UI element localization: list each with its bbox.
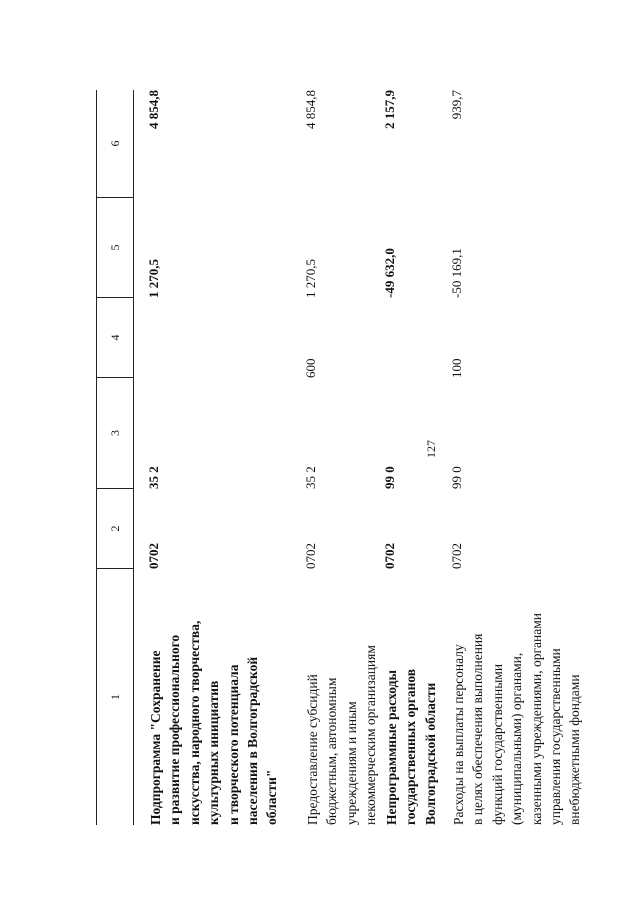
row-name xyxy=(303,575,381,825)
table-header xyxy=(96,90,134,825)
expense-type-code: 600 xyxy=(303,358,318,378)
target-code: 35 2 xyxy=(303,466,318,489)
row-name-line: Непрограммные расходы xyxy=(384,669,399,825)
row-name-line: управления государственными xyxy=(548,648,564,825)
section-code: 0702 xyxy=(382,543,397,569)
row-name-line: в целях обеспечения выполнения xyxy=(470,633,486,825)
amount-change: 1 270,5 xyxy=(303,259,318,298)
target-code: 99 0 xyxy=(382,466,397,489)
column-header-2 xyxy=(97,489,133,569)
row-name-line: Предоставление субсидий xyxy=(305,674,320,825)
row-name-line: населения в Волгоградской xyxy=(245,656,261,825)
row-name-line: государственных органов xyxy=(403,668,419,825)
amount-total: 4 854,8 xyxy=(303,90,318,129)
row-name-line: Волгоградской области xyxy=(422,682,438,825)
row-name-line: культурных инициатив xyxy=(206,680,222,825)
row-name xyxy=(449,575,585,825)
row-name-line: некоммерческим организациям xyxy=(363,645,379,825)
row-name-line: и развитие профессионального xyxy=(167,634,183,825)
row-name xyxy=(146,575,282,825)
column-header-label: 3 xyxy=(108,430,122,436)
row-name-line: (муниципальными) органами, xyxy=(509,652,525,825)
row-name-line: казенными учреждениями, органами xyxy=(528,613,544,825)
column-header-label: 4 xyxy=(108,334,122,341)
column-header-6 xyxy=(97,90,133,198)
section-code: 0702 xyxy=(303,543,318,569)
amount-change: -49 632,0 xyxy=(382,248,397,298)
amount-total: 4 854,8 xyxy=(146,90,161,129)
row-name-line: учреждениям и иным xyxy=(343,701,359,825)
column-header-label: 5 xyxy=(108,244,122,251)
row-name-line: бюджетным, автономным xyxy=(324,677,340,825)
row-name-line: Расходы на выплаты персоналу xyxy=(451,644,466,825)
page-number: 127 xyxy=(424,440,438,458)
row-name xyxy=(382,575,440,825)
amount-change: -50 169,1 xyxy=(449,248,464,298)
row-name-line: искусства, народного творчества, xyxy=(186,620,202,825)
column-header-label: 2 xyxy=(108,525,122,532)
column-header-4 xyxy=(97,298,133,378)
row-name-line: и творческого потенциала xyxy=(225,664,241,825)
row-name-line: Подпрограмма "Сохранение xyxy=(148,650,163,825)
target-code: 99 0 xyxy=(449,466,464,489)
section-code: 0702 xyxy=(449,543,464,569)
amount-total: 939,7 xyxy=(449,90,464,120)
target-code: 35 2 xyxy=(146,466,161,489)
row-name-line: области" xyxy=(264,769,280,825)
budget-table xyxy=(96,90,583,825)
column-header-label: 6 xyxy=(108,140,122,147)
expense-type-code: 100 xyxy=(449,358,464,378)
row-name-line: функций государственными xyxy=(489,663,505,825)
row-name-line: внебюджетными фондами xyxy=(567,674,583,825)
column-header-label: 1 xyxy=(108,694,122,700)
column-header-5 xyxy=(97,198,133,298)
section-code: 0702 xyxy=(146,543,161,569)
amount-total: 2 157,9 xyxy=(382,90,397,129)
amount-change: 1 270,5 xyxy=(146,259,161,298)
column-header-3 xyxy=(97,378,133,489)
column-header-1 xyxy=(97,569,133,825)
